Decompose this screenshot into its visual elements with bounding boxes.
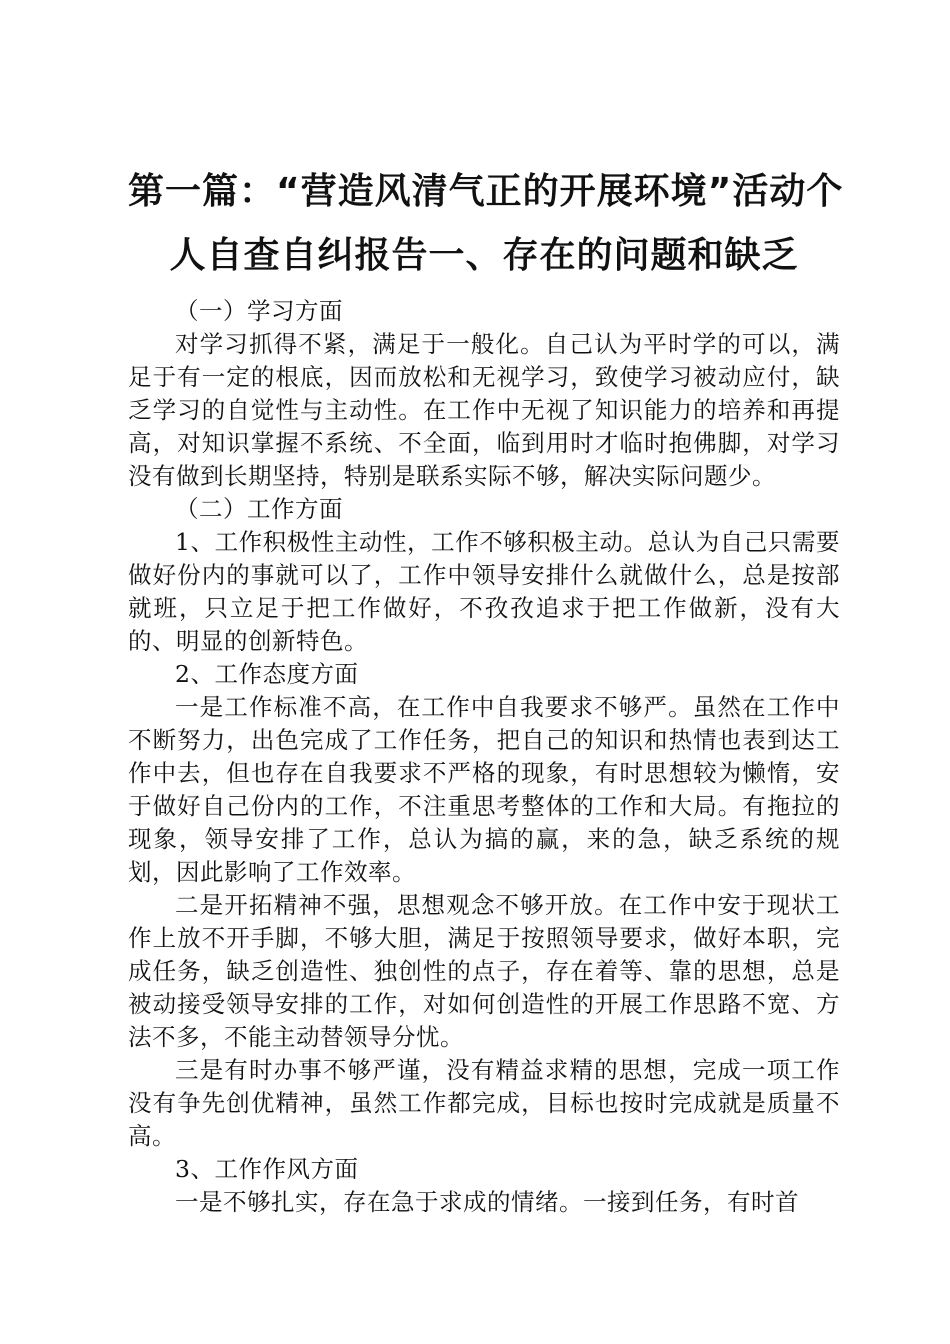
title-line-2: 人自查自纠报告一、存在的问题和缺乏 (169, 235, 799, 276)
paragraph-study: 对学习抓得不紧，满足于一般化。自己认为平时学的可以，满足于有一定的根底，因而放松和无视学习，致使学习被动应付，缺乏学习的自觉性与主动性。在工作中无视了知识能力的培养和再提高，对知识掌握不系统、不全面，临到用时才临时抱佛脚，对学习没有做到长期坚持，特别是联系实际不够，解决实际问题少。 (128, 330, 840, 490)
document-body (128, 295, 840, 1219)
paragraph-attitude-3: 三是有时办事不够严谨，没有精益求精的思想，完成一项工作没有争先创优精神，虽然工作都完成，目标也按时完成就是质量不高。 (128, 1056, 840, 1150)
subheading-work-attitude: 2、工作态度方面 (175, 660, 359, 688)
paragraph-attitude-1: 一是工作标准不高，在工作中自我要求不够严。虽然在工作中不断努力，出色完成了工作任务，把自己的知识和热情也表到达工作中去，但也存在自我要求不严格的现象，有时思想较为懒惰，安于做好自己份内的工作，不注重思考整体的工作和大局。有拖拉的现象，领导安排了工作，总认为搞的赢，来的急，缺乏系统的规划，因此影响了工作效率。 (128, 693, 840, 886)
paragraph-work-initiative: 1、工作积极性主动性，工作不够积极主动。总认为自己只需要做好份内的事就可以了，工作中领导安排什么就做什么，总是按部就班，只立足于把工作做好，不孜孜追求于把工作做新，没有大的、明显的创新特色。 (128, 528, 840, 655)
paragraph-attitude-2: 二是开拓精神不强，思想观念不够开放。在工作中安于现状工作上放不开手脚，不够大胆，满足于按照领导要求，做好本职，完成任务，缺乏创造性、独创性的点子，存在着等、靠的思想，总是被动接受领导安排的工作，对如何创造性的开展工作思路不宽、方法不多，不能主动替领导分忧。 (128, 891, 840, 1051)
section-heading-work: （二）工作方面 (175, 495, 343, 523)
section-heading-study: （一）学习方面 (175, 297, 343, 325)
title-line-1: 第一篇：“营造风清气正的开展环境”活动个 (128, 171, 844, 212)
subheading-work-style: 3、工作作风方面 (175, 1155, 359, 1183)
document-title (128, 160, 844, 288)
paragraph-style-1: 一是不够扎实，存在急于求成的情绪。一接到任务，有时首 (175, 1188, 799, 1216)
